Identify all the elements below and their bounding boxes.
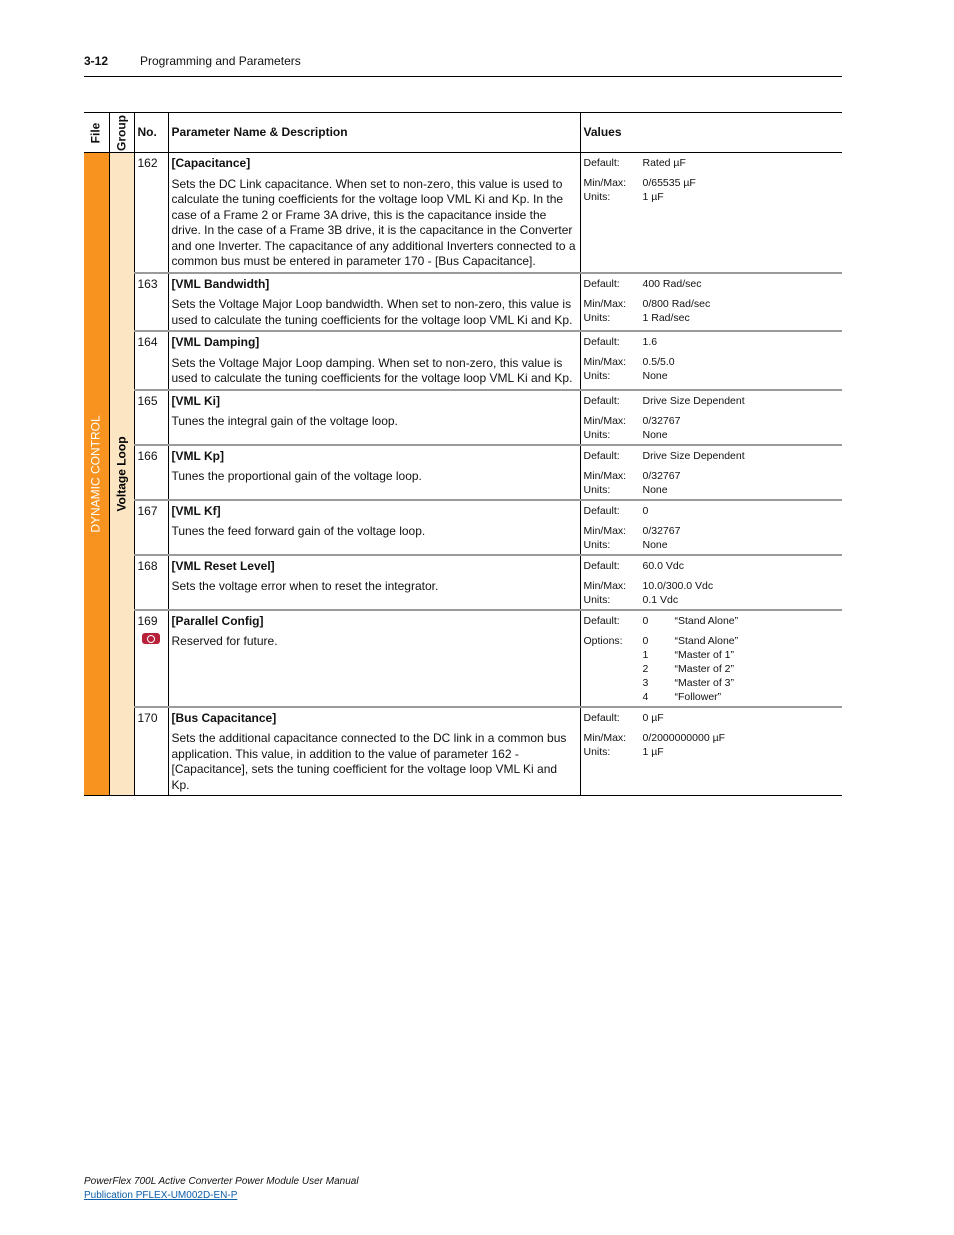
minmax-label: Min/Max: bbox=[583, 469, 627, 482]
table-row bbox=[84, 500, 842, 555]
minmax-label: Min/Max: bbox=[583, 579, 627, 592]
column-header-no: No. bbox=[134, 113, 168, 153]
minmax-value: 0.5/5.0 bbox=[642, 356, 675, 368]
default-label: Default: bbox=[583, 336, 620, 348]
param-description-cell bbox=[168, 707, 580, 796]
param-description-cell bbox=[168, 153, 580, 273]
default-value: 60.0 Vdc bbox=[642, 559, 684, 572]
param-number: 166 bbox=[134, 445, 168, 500]
minmax-value: 0/32767 bbox=[642, 414, 681, 427]
param-description: Sets the Voltage Major Loop bandwidth. When set to non-zero, this value is used to calculate the tuning coefficients for the voltage loop VML Ki and Kp. bbox=[171, 297, 573, 327]
minmax-value: 10.0/300.0 Vdc bbox=[642, 579, 714, 592]
options-label: Options: bbox=[583, 634, 623, 647]
table-row bbox=[84, 331, 842, 390]
minmax-label: Min/Max: bbox=[583, 731, 627, 744]
param-number: 162 bbox=[134, 153, 168, 273]
column-header-file: File bbox=[84, 113, 109, 153]
units-label: Units: bbox=[583, 745, 611, 758]
units-value: 1 Rad/sec bbox=[642, 311, 690, 324]
param-description: Tunes the proportional gain of the voltage loop. bbox=[171, 469, 422, 483]
table-row bbox=[84, 610, 842, 707]
units-label: Units: bbox=[583, 483, 611, 496]
param-description: Tunes the feed forward gain of the voltage loop. bbox=[171, 524, 426, 538]
default-label: Default: bbox=[583, 614, 620, 627]
units-label: Units: bbox=[583, 191, 611, 203]
param-name: [Parallel Config] bbox=[171, 613, 264, 628]
enum-parameter-icon bbox=[142, 633, 160, 644]
param-name: [VML Damping] bbox=[171, 335, 260, 349]
param-name: [VML Kp] bbox=[171, 448, 224, 463]
default-value: 0 µF bbox=[642, 711, 664, 724]
param-values bbox=[580, 500, 842, 555]
units-value: None bbox=[642, 370, 668, 382]
minmax-value: 0/65535 µF bbox=[642, 177, 696, 189]
table-row bbox=[84, 390, 842, 445]
param-description-cell bbox=[168, 610, 580, 707]
param-description-cell bbox=[168, 500, 580, 555]
param-values bbox=[580, 707, 842, 796]
option-item: 3 “Master of 3” bbox=[642, 676, 735, 689]
minmax-value: 0/32767 bbox=[642, 524, 681, 537]
param-description: Sets the voltage error when to reset the integrator. bbox=[171, 579, 439, 593]
default-value: 0 bbox=[642, 504, 649, 517]
default-label: Default: bbox=[583, 449, 620, 462]
page-header bbox=[84, 52, 842, 77]
param-number: 168 bbox=[134, 555, 168, 610]
param-values bbox=[580, 390, 842, 445]
option-item: 4 “Follower” bbox=[642, 690, 722, 703]
minmax-value: 0/2000000000 µF bbox=[642, 731, 726, 744]
default-label: Default: bbox=[583, 394, 620, 407]
param-description: Sets the Voltage Major Loop damping. When set to non-zero, this value is used to calculate the tuning coefficients for the voltage loop VML Ki and Kp. bbox=[171, 355, 573, 385]
section-title: Programming and Parameters bbox=[140, 54, 301, 68]
default-value: 400 Rad/sec bbox=[642, 277, 702, 290]
option-item: 2 “Master of 2” bbox=[642, 662, 735, 675]
param-description: Tunes the integral gain of the voltage loop. bbox=[171, 414, 398, 428]
units-value: None bbox=[642, 483, 668, 496]
param-name: [VML Reset Level] bbox=[171, 558, 275, 573]
default-value: 1.6 bbox=[642, 336, 658, 348]
default-label: Default: bbox=[583, 157, 620, 169]
table-row bbox=[84, 273, 842, 332]
units-label: Units: bbox=[583, 538, 611, 551]
units-label: Units: bbox=[583, 370, 611, 382]
param-number-cell bbox=[134, 610, 168, 707]
param-values bbox=[580, 331, 842, 390]
param-number: 163 bbox=[134, 273, 168, 332]
units-value: None bbox=[642, 538, 668, 551]
default-number: 0 bbox=[642, 614, 649, 627]
param-description-cell bbox=[168, 331, 580, 390]
minmax-value: 0/800 Rad/sec bbox=[642, 297, 711, 310]
param-description-cell bbox=[168, 390, 580, 445]
param-values bbox=[580, 445, 842, 500]
units-value: 1 µF bbox=[642, 191, 664, 203]
units-label: Units: bbox=[583, 593, 611, 606]
column-header-description: Parameter Name & Description bbox=[168, 113, 580, 153]
param-description-cell bbox=[168, 445, 580, 500]
file-band bbox=[84, 153, 109, 796]
table-row bbox=[84, 555, 842, 610]
units-value: 0.1 Vdc bbox=[642, 593, 679, 606]
param-number: 165 bbox=[134, 390, 168, 445]
option-item: 1 “Master of 1” bbox=[642, 648, 735, 661]
param-values bbox=[580, 555, 842, 610]
manual-title: PowerFlex 700L Active Converter Power Module User Manual bbox=[84, 1176, 359, 1187]
units-label: Units: bbox=[583, 311, 611, 324]
param-description: Reserved for future. bbox=[171, 634, 278, 648]
default-label: Default: bbox=[583, 559, 620, 572]
table-row bbox=[84, 153, 842, 273]
param-name: [VML Ki] bbox=[171, 393, 220, 408]
param-description-cell bbox=[168, 273, 580, 332]
param-values bbox=[580, 153, 842, 273]
param-number: 169 bbox=[137, 613, 158, 628]
default-label: Default: bbox=[583, 504, 620, 517]
page-footer bbox=[84, 1175, 359, 1203]
param-number: 164 bbox=[134, 331, 168, 390]
param-description: Sets the additional capacitance connected to the DC link in a common bus application. This value, in addition to the value of parameter 162 - [Capacitance], sets the tuning coefficient for the voltage loop VML Ki and Kp. bbox=[171, 731, 567, 792]
units-label: Units: bbox=[583, 428, 611, 441]
minmax-value: 0/32767 bbox=[642, 469, 681, 482]
param-name: [Capacitance] bbox=[171, 156, 251, 170]
table-row bbox=[84, 445, 842, 500]
param-number: 167 bbox=[134, 500, 168, 555]
file-label: DYNAMIC CONTROL bbox=[88, 415, 103, 533]
param-name: [VML Kf] bbox=[171, 503, 221, 518]
default-label: Default: bbox=[583, 277, 620, 290]
param-description-cell bbox=[168, 555, 580, 610]
minmax-label: Min/Max: bbox=[583, 414, 627, 427]
column-header-values: Values bbox=[580, 113, 842, 153]
page-number: 3-12 bbox=[84, 54, 109, 68]
default-value: Rated µF bbox=[642, 157, 686, 169]
units-value: 1 µF bbox=[642, 745, 664, 758]
default-label: Default: bbox=[583, 711, 620, 724]
param-values bbox=[580, 273, 842, 332]
option-item: 0 “Stand Alone” bbox=[642, 634, 739, 647]
column-header-group: Group bbox=[109, 113, 134, 153]
table-header-row bbox=[84, 113, 842, 153]
param-values bbox=[580, 610, 842, 707]
default-value: Drive Size Dependent bbox=[642, 394, 745, 407]
default-text: “Stand Alone” bbox=[674, 614, 739, 627]
minmax-label: Min/Max: bbox=[583, 524, 627, 537]
group-label: Voltage Loop bbox=[113, 436, 128, 512]
publication-link[interactable]: Publication PFLEX-UM002D-EN-P bbox=[84, 1190, 238, 1201]
minmax-label: Min/Max: bbox=[583, 356, 627, 368]
table-row bbox=[84, 707, 842, 796]
default-value: Drive Size Dependent bbox=[642, 449, 745, 462]
minmax-label: Min/Max: bbox=[583, 177, 627, 189]
minmax-label: Min/Max: bbox=[583, 297, 627, 310]
param-name: [Bus Capacitance] bbox=[171, 710, 277, 725]
units-value: None bbox=[642, 428, 668, 441]
param-number: 170 bbox=[134, 707, 168, 796]
param-description: Sets the DC Link capacitance. When set to non-zero, this value is used to calculate the tuning coefficients for the voltage loop VML Ki and Kp. In the case of a Frame 2 or Frame 3A drive, this is the capacitance inside the drive. In the case of a Frame 3B drive, it is the capacitance in the Converter and one Inverter. The capacitance of any additional Inverters connected to a common bus must be entered in parameter 170 - [Bus Capacitance]. bbox=[171, 176, 576, 268]
parameter-table bbox=[84, 112, 842, 796]
group-band bbox=[109, 153, 134, 796]
param-name: [VML Bandwidth] bbox=[171, 276, 270, 291]
